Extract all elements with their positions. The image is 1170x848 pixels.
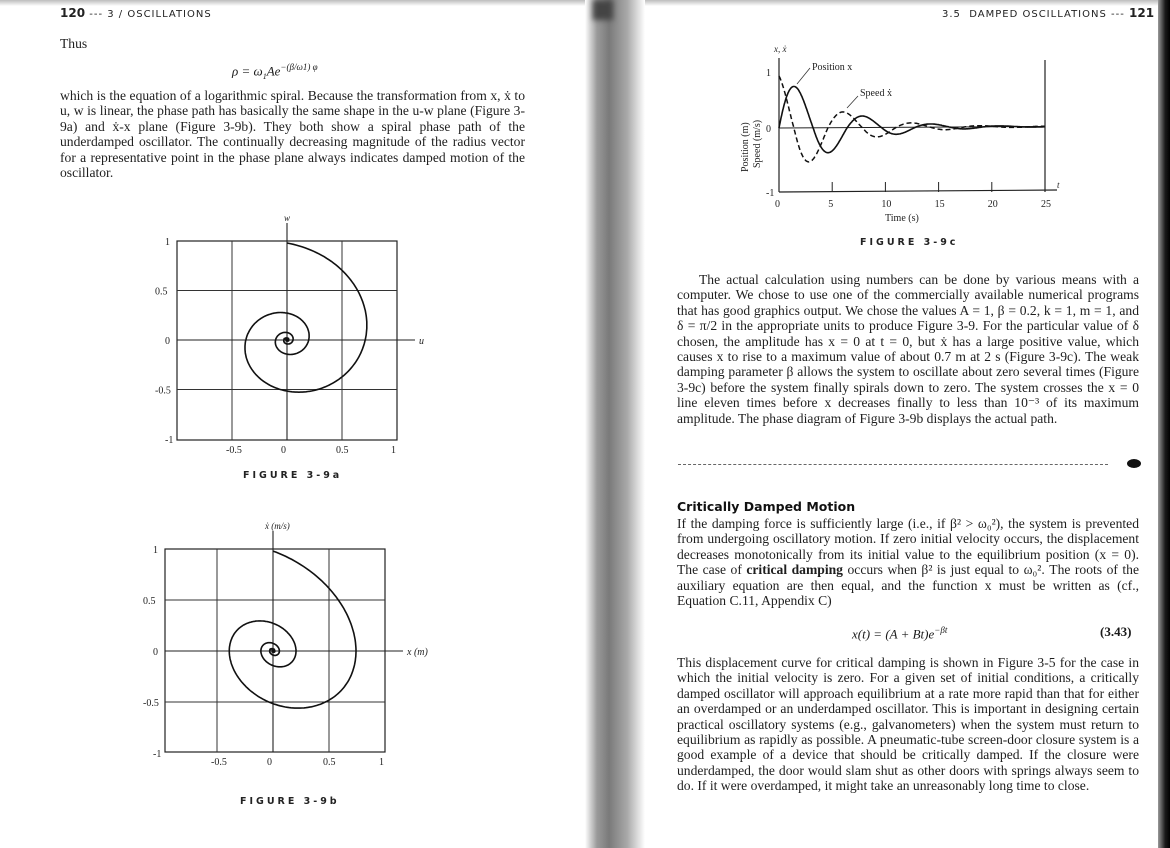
y-axis-label-2: Speed (m/s) <box>752 119 763 168</box>
figure-3-9c-caption: FIGURE 3-9c <box>860 237 959 248</box>
y-tick-label: 1 <box>165 237 170 248</box>
annotation-leader <box>797 68 810 84</box>
right-paragraph-3: This displacement curve for critical damping is shown in Figure 3-5 for the case in which the initial velocity is zero. For a given set of initial conditions, a critically damped oscillator will approach equilibrium at a rate more rapid than that for either an overdamped or an underdamped oscillator. This is important in designing certain practical oscillatory systems (e.g., galvanometers) when the system must return to equilibrium as rapidly as possible. A pneumatic-tube screen-door closure system is a good example of a device that should be critically damped. If the closure were underdamped, the door would slam shut as other doors with springs always seem to do. If it were overdamped, it might take an unreasonably long time to close. <box>677 655 1139 794</box>
x-axis-label: x (m) <box>407 647 428 658</box>
y-tick-label: 0.5 <box>143 596 156 607</box>
eq-mid: Ae <box>266 63 281 79</box>
figure-3-9a-plot <box>177 223 415 440</box>
y-axis-label: ẋ (m/s) <box>265 521 290 531</box>
y-tick-label: -1 <box>165 435 174 446</box>
x-axis <box>779 190 1057 192</box>
section-title: 3.5 DAMPED OSCILLATIONS <box>942 9 1107 20</box>
right-page-number: 121 <box>1129 6 1155 20</box>
eq-lhs: ρ = ω <box>232 63 263 79</box>
annotation-speed: Speed ẋ <box>860 88 892 99</box>
annotation-position: Position x <box>812 62 853 73</box>
figure-3-9b-spiral-curve <box>229 551 356 708</box>
x-tick-label: 10 <box>881 199 892 210</box>
eq-sub: 1 <box>262 71 267 81</box>
x-tick-label: 0 <box>281 445 286 456</box>
x-tick-label: 20 <box>987 199 998 210</box>
x-axis-end-label: t <box>1057 180 1060 190</box>
right-running-head <box>942 6 1154 20</box>
annotation-leader <box>847 96 858 108</box>
chapter-title: 3 / OSCILLATIONS <box>107 9 212 20</box>
section-divider <box>678 464 1108 465</box>
figure-3-9a-spiral-curve <box>245 243 367 392</box>
x-tick-label: 1 <box>379 757 384 768</box>
y-tick-label: -0.5 <box>155 385 171 397</box>
left-page-number: 120 <box>60 6 86 20</box>
p2-text-a: If the damping force is sufficiently large (i.e., if β² > ω₀²), the system is prevented from undergoing oscillatory motion. If zero initial velocity occurs, the displacement decreases monotonically from its initial value to the equilibrium position (x = 0). The case of <box>677 516 1139 578</box>
figure-3-9a-caption: FIGURE 3-9a <box>243 470 343 481</box>
figure-3-9c-plot <box>779 58 1057 192</box>
figure-3-9b-caption: FIGURE 3-9b <box>240 796 340 807</box>
eq343-text: x(t) = (A + Bt)e <box>852 626 935 642</box>
running-head-separator-right: --- <box>1111 9 1125 20</box>
eq343-exponent: −βt <box>934 625 948 635</box>
y-tick-label: 0.5 <box>155 286 168 298</box>
right-paragraph-1: The actual calculation using numbers can be done by various means with a computer. We chose to use one of the commercially available numerical programs that has good graphics output. We chose the values A = 1, β = 0.2, k = 1, m = 1, and δ = π/2 in the appropriate units to produce Figure 3-9. For the particular value of δ chosen, the amplitude has x = 0 at t = 0, but ẋ has a large positive value, which causes x to rise to a maximum value of about 0.7 m at 2 s (Figure 3-9c). The weak damping parameter β allows the system to oscillate about zero several times (Figure 3-9c) before the system finally spirals down to zero. The system crosses the x = 0 line eleven times before x decreases finally to less than 10⁻³ of its maximum amplitude. The phase diagram of Figure 3-9b displays the actual path. <box>677 272 1139 426</box>
p2-bold-term: critical damping <box>746 562 843 578</box>
y-axis-label: w <box>284 213 291 223</box>
figure-3-9b-plot <box>165 531 403 752</box>
y-tick-label: 1 <box>766 68 771 79</box>
x-tick-label: 15 <box>934 199 945 210</box>
lead-text: Thus <box>60 36 88 51</box>
y-tick-label: 0 <box>165 336 170 347</box>
x-tick-label: 1 <box>391 445 396 456</box>
running-head-separator: --- <box>89 9 104 20</box>
x-tick-label: 0 <box>267 757 272 768</box>
y-tick-label: -0.5 <box>143 698 159 709</box>
x-axis-label: Time (s) <box>885 213 919 224</box>
series-speed-line <box>779 76 1045 162</box>
x-tick-label: -0.5 <box>211 757 227 768</box>
eq-exponent: −(β/ω1) φ <box>280 62 318 72</box>
y-tick-label: 0 <box>153 647 158 658</box>
y-tick-label: 0 <box>766 124 771 135</box>
left-paragraph: which is the equation of a logarithmic spiral. Because the transformation from x, ẋ to u, w is linear, the phase path has basically the same shape in the u-w plane (Figure 3-9a) and ẋ-x plane (Figure 3-9b). They both show a spiral phase path of the underdamped oscillator. The continually decreasing magnitude of the radius vector for a representative point in the phase plane always indicates damped motion of the oscillator. <box>60 88 525 181</box>
y-tick-label: -1 <box>153 749 162 760</box>
x-tick-label: 0.5 <box>323 757 336 768</box>
series-position-line <box>779 86 1045 152</box>
p2-text-b: occurs when β² is just equal to ω₀². The roots of the auxiliary equation are then equal, and the function x must be written as (cf., Equation C.11, Appendix C) <box>677 562 1140 609</box>
y-tick-label: 1 <box>153 545 158 556</box>
right-paragraph-2 <box>677 516 1139 608</box>
critical-damping-equation <box>852 625 947 642</box>
divider-bullet-icon <box>1127 459 1141 468</box>
x-tick-label: 25 <box>1041 199 1051 210</box>
section-heading: Critically Damped Motion <box>677 499 856 514</box>
x-axis-label: u <box>419 336 424 347</box>
x-tick-label: 0 <box>775 199 780 210</box>
x-tick-label: 0.5 <box>336 445 349 456</box>
x-tick-label: -0.5 <box>226 445 242 456</box>
x-tick-label: 5 <box>828 199 834 210</box>
y-tick-label: -1 <box>766 188 775 199</box>
y-axis-top-label: x, ẋ <box>774 44 787 54</box>
y-axis-label: Position (m) <box>740 122 751 172</box>
equation-number: (3.43) <box>1100 624 1132 639</box>
